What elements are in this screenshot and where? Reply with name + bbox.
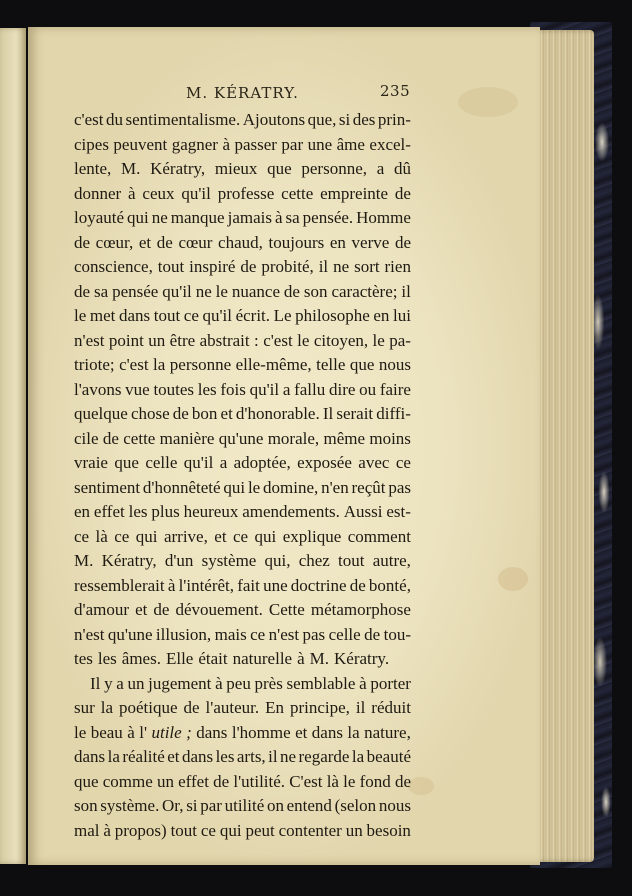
left-page-edge	[0, 28, 26, 864]
text-line: le beau à l' utile ; dans l'homme et dans la nature,	[74, 722, 411, 742]
text-line: n'est qu'une illusion, mais ce n'est pas celle de tou-	[74, 624, 411, 644]
text-line: lente, M. Kératry, mieux que personne, a dû	[74, 159, 411, 178]
text-line: tes les âmes. Elle était naturelle à M. Kératry.	[74, 649, 390, 668]
text-line: ce là ce qui arrive, et ce qui explique comment	[74, 526, 411, 546]
text-line: que comme un effet de l'utilité. C'est là le fond de	[74, 771, 411, 791]
text-line: donner à ceux qu'il professe cette empreinte de	[74, 183, 411, 203]
text-line: le met dans tout ce qu'il écrit. Le philosophe en lui	[74, 306, 411, 325]
text-line: cile de cette manière qu'une morale, même moins	[74, 428, 411, 448]
text-line: d'amour et de dévouement. Cette métamorphose	[74, 600, 411, 619]
text-line: c'est du sentimentalisme. Ajoutons que, si des prin-	[74, 110, 411, 129]
text-line: Il y a un jugement à peu près semblable à porter	[90, 673, 411, 693]
text-line: M. Kératry, d'un système qui, chez tout autre,	[74, 551, 411, 570]
text-line: mal à propos) tout ce qui peut contenter un besoin	[74, 820, 411, 840]
text-line: son système. Or, si par utilité on entend (selon nous	[74, 796, 411, 815]
running-head: M. KÉRATRY.	[186, 84, 299, 102]
text-line: l'avons vue toutes les fois qu'il a fallu dire ou faire	[74, 379, 411, 399]
page-number: 235	[380, 82, 411, 100]
foxing-stain	[498, 567, 528, 591]
text-line: cipes peuvent gagner à passer par une âme excel-	[74, 134, 411, 154]
text-line: en effet les plus heureux amendements. Aussi est-	[74, 502, 411, 521]
text-line: conscience, tout inspiré de probité, il ne sort rien	[74, 257, 411, 276]
page-header	[0, 84, 632, 108]
body-text	[74, 108, 411, 843]
text-line: n'est point un être abstrait : c'est le citoyen, le pa-	[74, 330, 411, 350]
text-line: loyauté qui ne manque jamais à sa pensée. Homme	[74, 208, 411, 227]
text-line: triote; c'est la personne elle-même, telle que nous	[74, 355, 411, 374]
text-line: ressemblerait à l'intérêt, fait une doctrine de bonté,	[74, 575, 411, 595]
text-line: vraie que celle qu'il a adoptée, exposée avec ce	[74, 453, 411, 472]
text-line: quelque chose de bon et d'honorable. Il serait diffi-	[74, 404, 411, 423]
text-line: de cœur, et de cœur chaud, toujours en verve de	[74, 232, 411, 252]
text-line: sur la poétique de l'auteur. En principe, il réduit	[74, 698, 411, 717]
foxing-stain	[408, 777, 434, 795]
text-line: dans la réalité et dans les arts, il ne regarde la beauté	[74, 747, 411, 766]
text-line: de sa pensée qu'il ne le nuance de son caractère; il	[74, 281, 411, 301]
text-line: sentiment d'honnêteté qui le domine, n'en reçût pas	[74, 477, 411, 497]
